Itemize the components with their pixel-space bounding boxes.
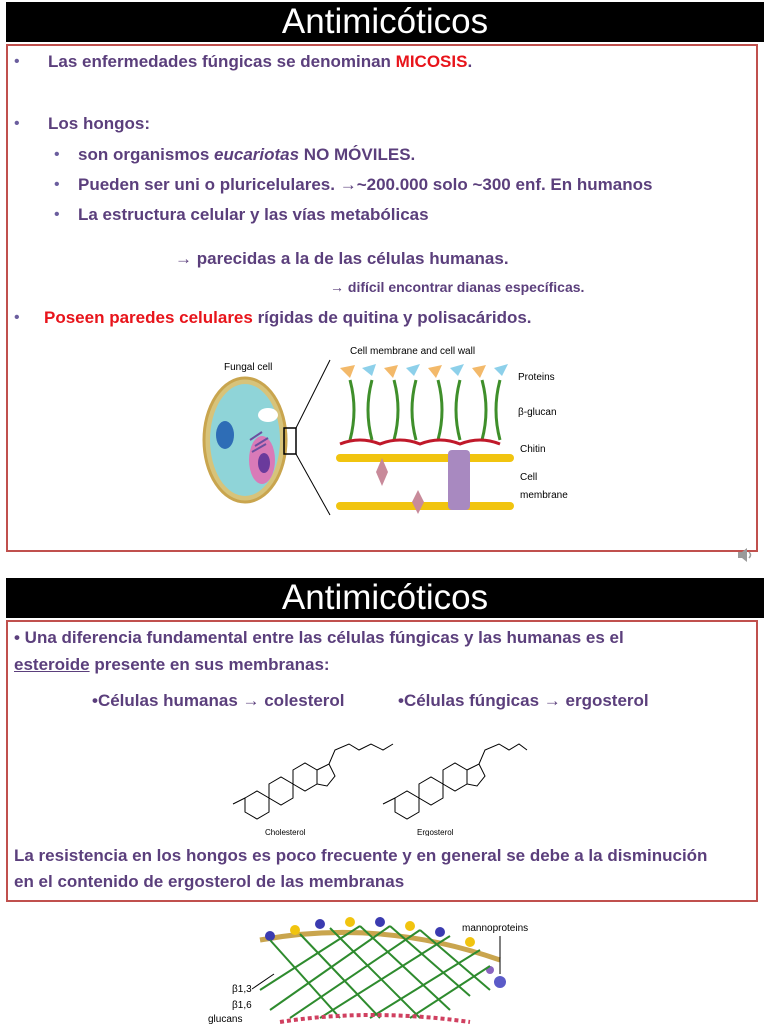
right-arrow-icon: → bbox=[175, 249, 192, 268]
sub-bullet-celulares bbox=[78, 175, 652, 195]
text: parecidas a la de las células humanas. bbox=[196, 249, 509, 268]
label-beta16: β1,6 bbox=[232, 1000, 252, 1011]
bullet-hongos: Los hongos: bbox=[48, 114, 150, 133]
label-membrane: membrane bbox=[520, 490, 568, 501]
label-chitin: Chitin bbox=[520, 444, 546, 455]
cell-wall-glucans-figure bbox=[200, 910, 560, 1024]
slide1-title: Antimicóticos bbox=[6, 2, 764, 42]
label-cell: Cell bbox=[520, 472, 538, 483]
fungal-cell-wall-figure bbox=[200, 340, 600, 520]
bullet: • bbox=[14, 53, 20, 70]
paredes-highlight: Poseen paredes celulares bbox=[44, 308, 253, 327]
text: difícil encontrar dianas específicas. bbox=[347, 279, 585, 295]
ergosterol-structure bbox=[383, 744, 527, 819]
paragraph-resistencia-line2: en el contenido de ergosterol de las membranas bbox=[14, 872, 405, 891]
pointer-line bbox=[252, 974, 274, 989]
text: Pueden ser uni o pluricelulares. bbox=[78, 175, 340, 194]
right-arrow-icon: → bbox=[339, 175, 357, 194]
arrow-line-parecidas bbox=[175, 249, 509, 269]
text: . bbox=[467, 52, 473, 71]
zoom-line bbox=[296, 454, 330, 515]
wall-outer-layer bbox=[260, 932, 500, 960]
membrane-protein bbox=[448, 450, 470, 510]
membrane-protein bbox=[412, 490, 424, 514]
micosis-highlight: MICOSIS bbox=[395, 52, 468, 71]
label-beta13: β1,3 bbox=[232, 984, 252, 995]
membrane-top bbox=[336, 454, 514, 462]
label-cholesterol: Cholesterol bbox=[265, 828, 306, 836]
chitin-layer bbox=[340, 440, 500, 444]
sub-bullet: • bbox=[54, 176, 60, 193]
text: rígidas de quitina y polisacáridos. bbox=[252, 308, 532, 327]
membrane-protein bbox=[376, 458, 388, 486]
right-arrow-icon: → bbox=[330, 279, 344, 295]
cholesterol-structure bbox=[233, 744, 393, 819]
glucan-mesh bbox=[260, 926, 490, 1018]
fungal-ergosterol: •Células fúngicas → ergosterol bbox=[398, 691, 649, 710]
text: son organismos bbox=[78, 145, 215, 164]
sub-bullet-estructura: La estructura celular y las vías metabólicas bbox=[78, 205, 429, 224]
bullet: • bbox=[14, 115, 20, 132]
label-fungal-cell: Fungal cell bbox=[224, 362, 273, 373]
label-proteins: Proteins bbox=[518, 372, 555, 383]
membrane-bottom bbox=[336, 502, 514, 510]
glucan-strands bbox=[350, 380, 500, 440]
text: Las enfermedades fúngicas se denominan bbox=[48, 52, 396, 71]
bullet-micosis bbox=[48, 52, 472, 72]
text: NO MÓVILES. bbox=[299, 145, 416, 164]
label-glucan: β-glucan bbox=[518, 407, 557, 418]
nucleolus-shape bbox=[258, 453, 270, 473]
sub-bullet: • bbox=[54, 146, 60, 163]
label-mannoproteins: mannoproteins bbox=[462, 923, 529, 934]
label-ergosterol: Ergosterol bbox=[417, 828, 454, 836]
sub-bullet: • bbox=[54, 206, 60, 223]
bullet-paredes bbox=[44, 308, 532, 328]
zoom-line bbox=[296, 360, 330, 428]
text: ~200.000 solo ~300 enf. En humanos bbox=[356, 175, 653, 194]
text-italic: eucariotas bbox=[214, 145, 300, 164]
paragraph-resistencia-line1: La resistencia en los hongos es poco frecuente y en general se debe a la disminución bbox=[14, 846, 708, 865]
speaker-icon[interactable] bbox=[736, 546, 756, 564]
arrow-line-dianas bbox=[330, 279, 584, 295]
organelle-shape bbox=[216, 421, 234, 449]
label-glucans: glucans bbox=[208, 1014, 243, 1024]
vacuole-shape bbox=[258, 408, 278, 422]
human-cholesterol: •Células humanas → colesterol bbox=[92, 691, 345, 710]
slide2-title: Antimicóticos bbox=[6, 578, 764, 618]
proteins-row bbox=[340, 364, 508, 378]
paragraph-diferencia-line1: • Una diferencia fundamental entre las células fúngicas y las humanas es el bbox=[14, 628, 624, 647]
sterol-structures-figure bbox=[225, 728, 535, 836]
text: presente en sus membranas: bbox=[89, 655, 330, 674]
bullet: • bbox=[14, 309, 20, 326]
sub-bullet-eucariotas bbox=[78, 145, 415, 165]
label-header: Cell membrane and cell wall bbox=[350, 346, 476, 357]
paragraph-diferencia-line2 bbox=[14, 655, 330, 675]
esteroide-underlined: esteroide bbox=[14, 655, 90, 674]
